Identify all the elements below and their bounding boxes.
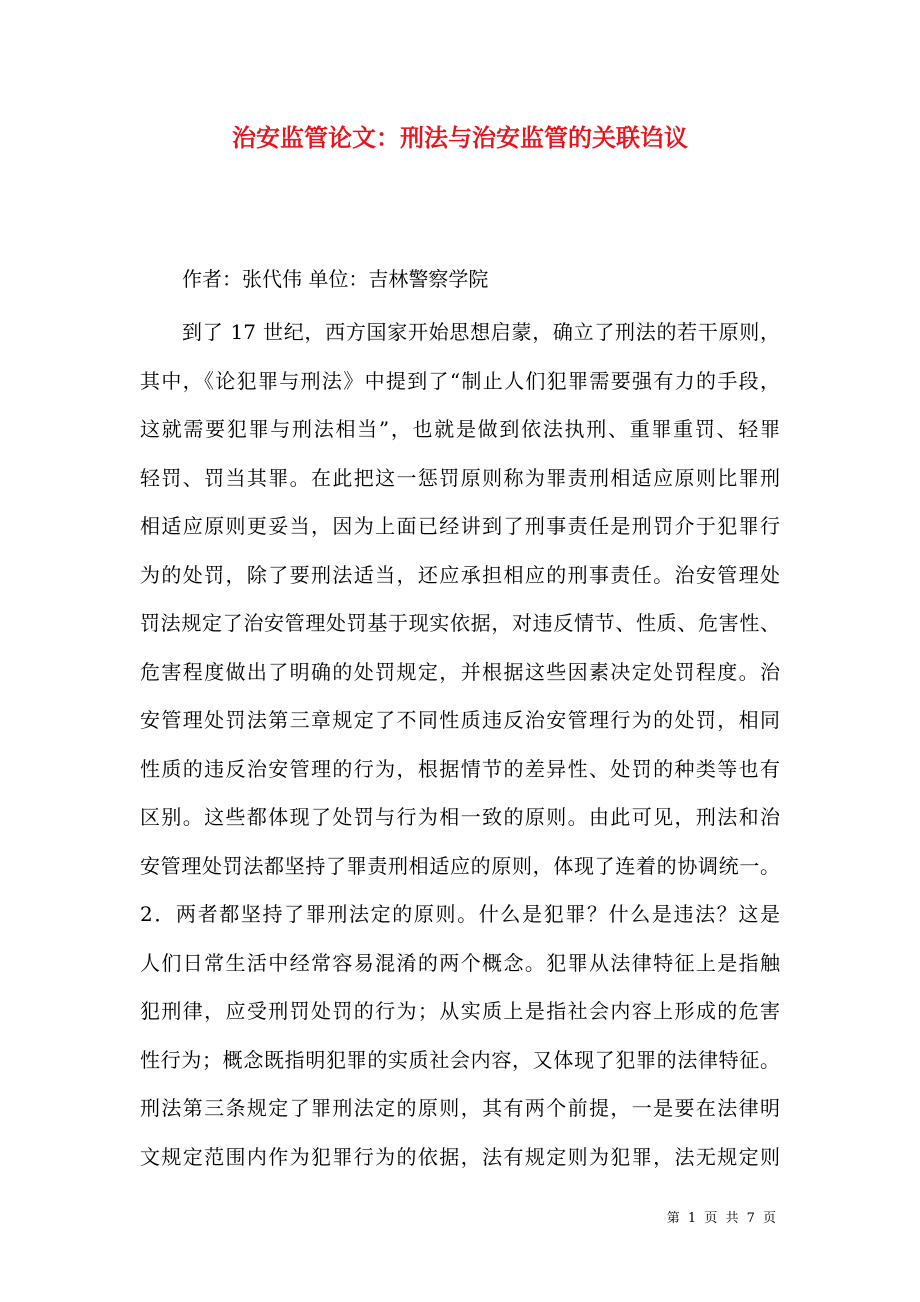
text-line: 为的处罚，除了要刑法适当，还应承担相应的刑事责任。治安管理处	[140, 562, 780, 587]
text-line: 犯刑律，应受刑罚处罚的行为；从实质上是指社会内容上形成的危害	[140, 999, 780, 1023]
text-line: 刑法第三条规定了罪刑法定的原则，其有两个前提，一是要在法律明	[140, 1096, 780, 1120]
author-line: 作者：张代伟 单位：吉林警察学院	[182, 267, 489, 291]
text-line: 这就需要犯罪与刑法相当”，也就是做到依法执刑、重罪重罚、轻罪	[140, 417, 780, 441]
text-line: 危害程度做出了明确的处罚规定，并根据这些因素决定处罚程度。治	[140, 659, 780, 684]
text-line: 安管理处罚法都坚持了罪责刑相适应的原则，体现了连着的协调统一。	[140, 853, 780, 878]
text-line: 区别。这些都体现了处罚与行为相一致的原则。由此可见，刑法和治	[140, 805, 780, 829]
text-line: 到了 17 世纪，西方国家开始思想启蒙，确立了刑法的若干原则，	[182, 320, 780, 344]
text-line: 文规定范围内作为犯罪行为的依据，法有规定则为犯罪，法无规定则	[140, 1144, 780, 1169]
page-footer: 第 1 页 共 7 页	[666, 1211, 778, 1226]
body-text	[140, 310, 780, 1183]
text-line: 性质的违反治安管理的行为，根据情节的差异性、处罚的种类等也有	[140, 756, 780, 781]
text-line: 轻罚、罚当其罪。在此把这一惩罚原则称为罪责刑相适应原则比罪刑	[140, 465, 780, 490]
text-line: 罚法规定了治安管理处罚基于现实依据，对违反情节、性质、危害性、	[140, 611, 780, 635]
text-line: 其中，《论犯罪与刑法》中提到了“制止人们犯罪需要强有力的手段，	[140, 368, 780, 393]
text-line: 安管理处罚法第三章规定了不同性质违反治安管理行为的处罚，相同	[140, 708, 780, 732]
text-line: 相适应原则更妥当，因为上面已经讲到了刑事责任是刑罚介于犯罪行	[140, 514, 780, 538]
text-line: 人们日常生活中经常容易混淆的两个概念。犯罪从法律特征上是指触	[140, 950, 780, 975]
text-line: 性行为；概念既指明犯罪的实质社会内容，又体现了犯罪的法律特征。	[140, 1047, 780, 1072]
text-line: 2．两者都坚持了罪刑法定的原则。什么是犯罪？什么是违法？这是	[140, 902, 780, 926]
document-title: 治安监管论文：刑法与治安监管的关联诌议	[232, 123, 688, 152]
